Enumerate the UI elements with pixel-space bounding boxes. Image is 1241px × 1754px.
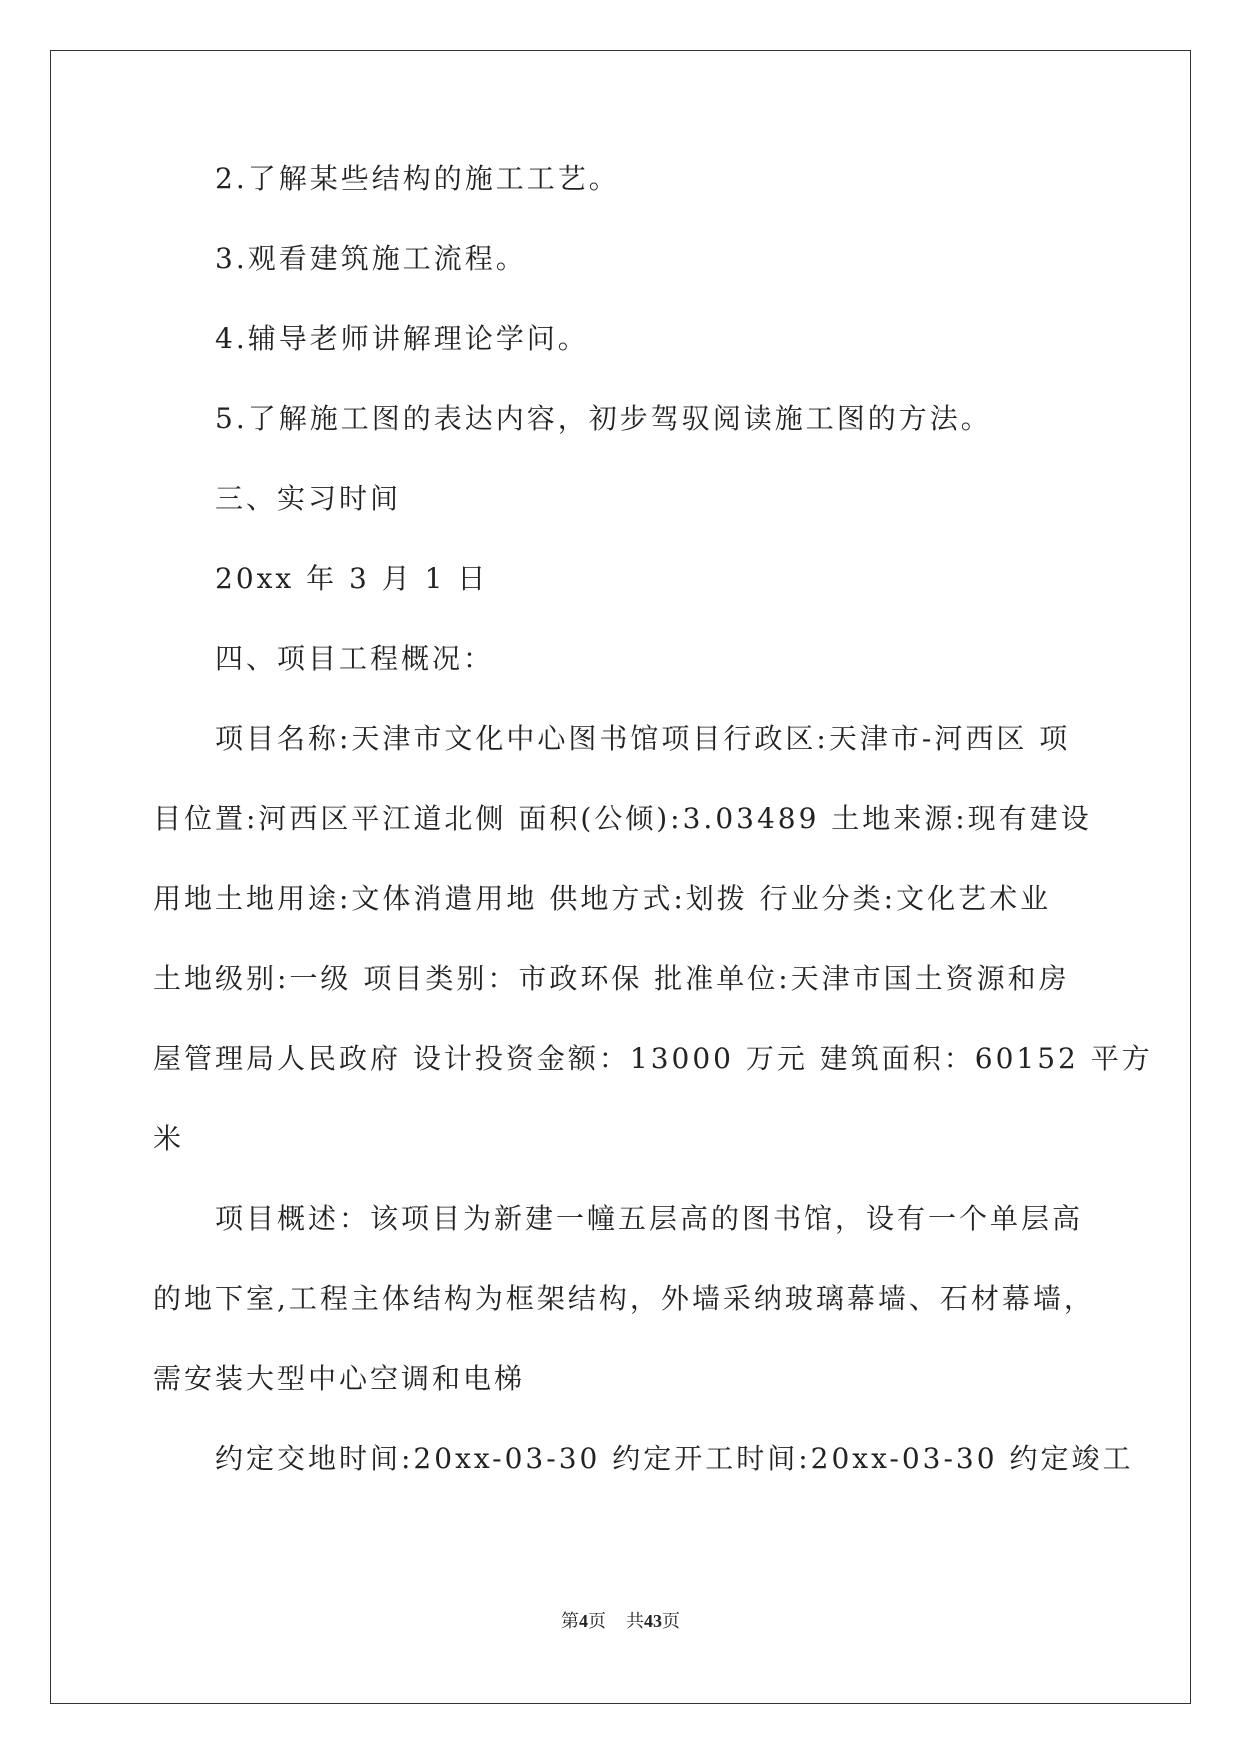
paragraph-line: 目位置:河西区平江道北侧 面积(公倾):3.03489 土地来源:现有建设 bbox=[153, 802, 1092, 835]
paragraph-line: 约定交地时间:20xx-03-30 约定开工时间:20xx-03-30 约定竣工 bbox=[215, 1442, 1134, 1475]
total-pages: 43 bbox=[644, 1611, 662, 1631]
paragraph-line: 3.观看建筑施工流程。 bbox=[215, 242, 527, 275]
total-prefix: 共 bbox=[626, 1611, 644, 1631]
total-suffix: 页 bbox=[662, 1611, 680, 1631]
paragraph-line: 项目名称:天津市文化中心图书馆项目行政区:天津市-河西区 项 bbox=[215, 722, 1071, 755]
paragraph-line: 的地下室,工程主体结构为框架结构，外墙采纳玻璃幕墙、石材幕墙， bbox=[153, 1282, 1095, 1315]
paragraph-line: 需安装大型中心空调和电梯 bbox=[153, 1362, 526, 1395]
paragraph-line: 20xx 年 3 月 1 日 bbox=[215, 562, 489, 595]
document-body bbox=[153, 162, 1153, 1525]
page-footer bbox=[0, 1607, 1241, 1633]
page-number: 4 bbox=[579, 1611, 588, 1631]
paragraph-line: 屋管理局人民政府 设计投资金额：13000 万元 建筑面积：60152 平方 bbox=[153, 1042, 1153, 1075]
page-prefix: 第 bbox=[561, 1611, 579, 1631]
paragraph-line: 米 bbox=[153, 1122, 185, 1155]
section-heading: 三、实习时间 bbox=[215, 482, 402, 515]
paragraph-line: 5.了解施工图的表达内容，初步驾驭阅读施工图的方法。 bbox=[215, 402, 992, 435]
page-suffix: 页 bbox=[588, 1611, 606, 1631]
paragraph-line: 用地土地用途:文体消遣用地 供地方式:划拨 行业分类:文化艺术业 bbox=[153, 882, 1052, 915]
section-heading: 四、项目工程概况： bbox=[215, 642, 495, 675]
paragraph-line: 2.了解某些结构的施工工艺。 bbox=[215, 162, 620, 195]
paragraph-line: 4.辅导老师讲解理论学问。 bbox=[215, 322, 589, 355]
paragraph-line: 土地级别:一级 项目类别：市政环保 批准单位:天津市国土资源和房 bbox=[153, 962, 1070, 995]
paragraph-line: 项目概述：该项目为新建一幢五层高的图书馆，设有一个单层高 bbox=[215, 1202, 1084, 1235]
